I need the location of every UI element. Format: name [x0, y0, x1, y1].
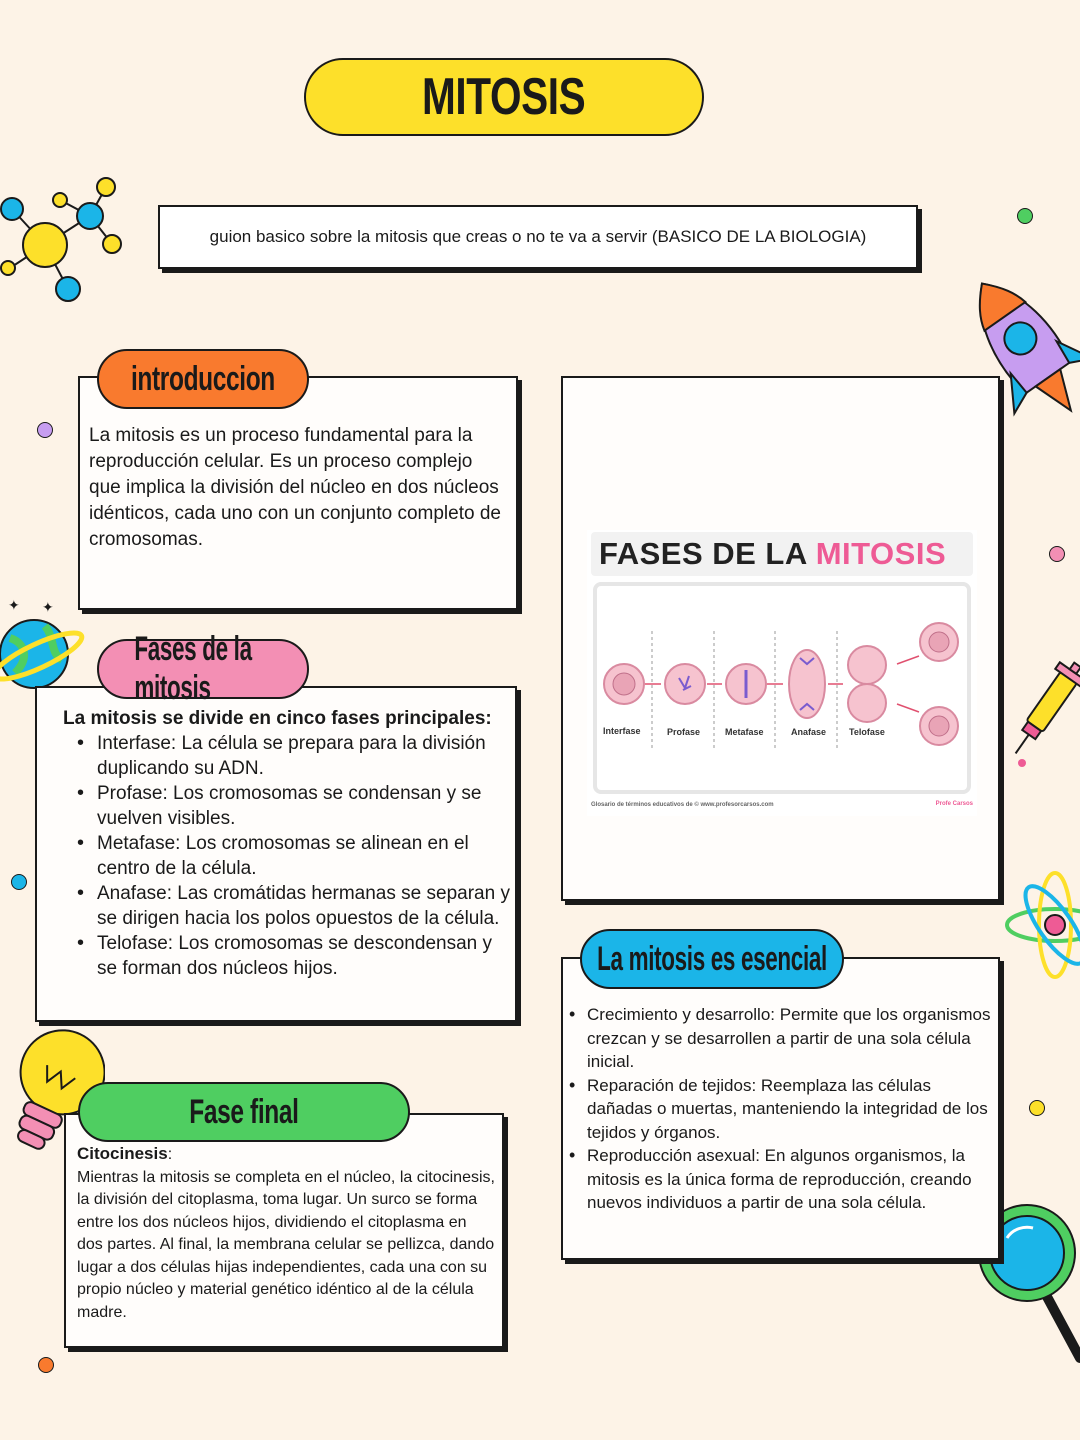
cell-telofase-top: [848, 646, 886, 684]
phases-list: [63, 731, 511, 981]
essential-heading: La mitosis es esencial: [597, 939, 827, 978]
final-term-line: [77, 1143, 495, 1167]
svg-text:✦: ✦: [8, 598, 20, 613]
phase-item: • Profase: Los cromosomas se condensan y se vuelven visibles.: [63, 781, 511, 831]
essential-card: [561, 957, 1000, 1260]
decor-dot: [1029, 1100, 1045, 1116]
diagram-image: [587, 530, 977, 816]
decor-dot: [1049, 546, 1065, 562]
phase-item: • Telofase: Los cromosomas se descondensan y se forman dos núcleos hijos.: [63, 931, 511, 981]
intro-heading: introduccion: [131, 359, 275, 398]
diagram-title-b: MITOSIS: [815, 536, 947, 571]
syringe-icon: [1012, 655, 1080, 770]
final-heading: Fase final: [189, 1092, 299, 1131]
essential-list: [563, 1003, 998, 1215]
decor-dot: [11, 874, 27, 890]
diagram-title-bar: [591, 532, 973, 576]
phase-label: Telofase: [849, 727, 885, 737]
phase-label: Interfase: [603, 726, 641, 736]
phase-label: Metafase: [725, 727, 764, 737]
decor-dot: [37, 422, 53, 438]
phase-item: • Interfase: La célula se prepara para la división duplicando su ADN.: [63, 731, 511, 781]
phases-heading: Fases de la mitosis: [134, 630, 252, 707]
essential-item: • Crecimiento y desarrollo: Permite que los organismos crezcan y se desarrollen a partir de una sola célula inicial.: [563, 1003, 998, 1074]
decor-dot: [38, 1357, 54, 1373]
phases-content: [63, 706, 511, 981]
phase-item: • Anafase: Las cromátidas hermanas se separan y se dirigen hacia los polos opuestos de la célula.: [63, 881, 511, 931]
essential-item: • Reproducción asexual: En algunos organismos, la mitosis es la única forma de reproducción, creando nuevos individuos a partir de una sola célula.: [563, 1144, 998, 1215]
diagram-logo: Profe Carsos: [935, 801, 973, 807]
diagram-title-a: FASES DE LA: [599, 536, 807, 571]
subtitle-box: [158, 205, 918, 269]
intro-text: La mitosis es un proceso fundamental para la reproducción celular. Es un proceso complejo que implica la división del núcleo en dos núcleos idénticos, cada uno con un conjunto completo de cromosomas.: [89, 425, 501, 550]
nucleus-interfase: [613, 673, 635, 695]
cell-telofase-bottom: [848, 684, 886, 722]
decor-dot: [1017, 208, 1033, 224]
molecule-icon: [0, 172, 130, 307]
phase-label: Anafase: [791, 727, 827, 737]
final-term-colon: :: [167, 1146, 173, 1163]
cell-anafase: [789, 650, 825, 718]
title-pill: [304, 58, 704, 136]
phases-heading-pill: [97, 630, 309, 707]
diagram-frame: [593, 582, 971, 794]
page-title: MITOSIS: [422, 68, 586, 126]
subtitle: guion basico sobre la mitosis que creas o no te va a servir (BASICO DE LA BIOLOGIA): [209, 227, 867, 246]
diagram-footer: Glosario de términos educativos de © www.profesorcarsos.com: [591, 802, 774, 808]
final-heading-pill: [78, 1082, 410, 1142]
phase-label: Profase: [667, 727, 701, 737]
svg-text:✦: ✦: [42, 599, 54, 615]
phase-item: • Metafase: Los cromosomas se alinean en el centro de la célula.: [63, 831, 511, 881]
atom-icon: [1003, 868, 1080, 983]
intro-card: [78, 376, 518, 610]
intro-heading-pill: [97, 349, 309, 409]
phases-lead: La mitosis se divide en cinco fases principales:: [63, 708, 492, 729]
cell-profase: [665, 664, 705, 704]
final-term: Citocinesis: [77, 1144, 168, 1163]
final-content: [77, 1143, 495, 1324]
daughter-nucleus-bottom: [929, 716, 949, 736]
mitosis-phases-svg: [597, 586, 967, 790]
essential-heading-pill: [580, 929, 844, 989]
phases-card: [35, 686, 517, 1022]
final-card: [64, 1113, 504, 1348]
essential-item: • Reparación de tejidos: Reemplaza las células dañadas o muertas, manteniendo la integridad de los tejidos y órganos.: [563, 1074, 998, 1145]
daughter-nucleus-top: [929, 632, 949, 652]
final-text: Mientras la mitosis se completa en el núcleo, la citocinesis, la división del citoplasma, toma lugar. Un surco se forma entre los dos núcleos hijos, dividiendo el citoplasma en dos partes. Al final, la membrana celular se pellizca, dando lugar a dos células hijas independientes, cada una con su propio núcleo y material genético idéntico al de la célula madre.: [77, 1168, 495, 1321]
diagram-card: [561, 376, 1000, 901]
